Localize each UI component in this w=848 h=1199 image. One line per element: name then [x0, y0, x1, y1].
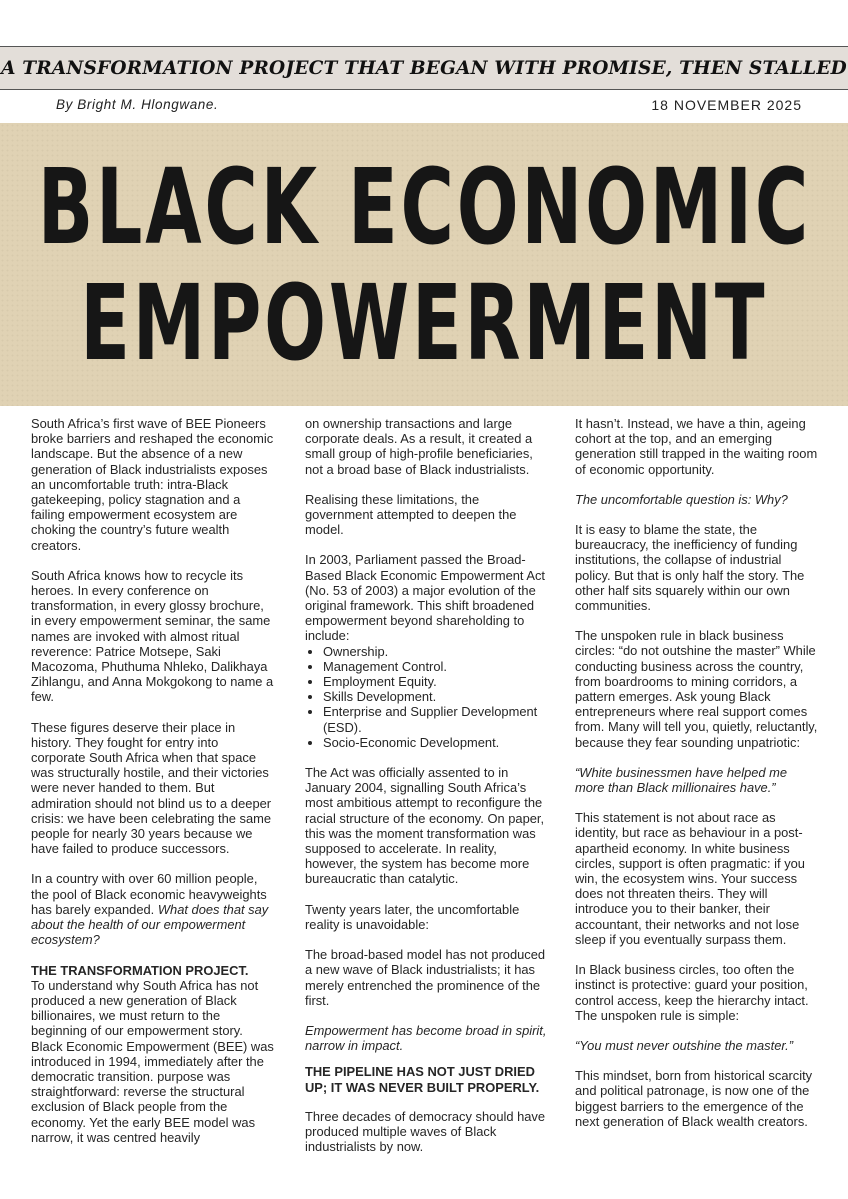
section-heading: THE TRANSFORMATION PROJECT.	[31, 962, 249, 978]
pull-quote: Empowerment has become broad in spirit, narrow in impact.	[305, 1022, 547, 1054]
kicker-band	[0, 46, 848, 90]
paragraph: on ownership transactions and large corporate deals. As a result, it created a small group of high-profile beneficiaries, not a broad base of Black industrialists.	[305, 416, 533, 477]
paragraph-italic-question: What does that say about the health of our empowerment ecosystem?	[31, 901, 269, 948]
paragraph: South Africa’s first wave of BEE Pioneers broke barriers and reshaped the economic landscape. But the absence of a new generation of Black industrialists exposes an uncomfortable truth: intra-Black gatekeeping, policy stagnation and a failing empowerment ecosystem are choking the country’s future wealth creators.	[31, 416, 274, 553]
publication-date: 18 NOVEMBER 2025	[651, 97, 802, 113]
list-item: • Management Control.	[323, 659, 549, 674]
list-item: • Socio-Economic Development.	[323, 735, 549, 750]
pillars-list	[305, 644, 549, 750]
list-item: • Skills Development.	[323, 689, 549, 704]
paragraph: This statement is not about race as identity, but race as behaviour in a post-apartheid economy. In white business circles, support is often pragmatic: if you win, the ecosystem wins. Your success does not threaten theirs. They will introduce you to their banker, their accountant, their networks and not lose sleep if you eventually surpass them.	[575, 810, 805, 947]
quote: “You must never outshine the master.”	[575, 1037, 794, 1053]
kicker-headline: A TRANSFORMATION PROJECT THAT BEGAN WITH PROMISE, THEN STALLED	[1, 57, 847, 79]
paragraph: To understand why South Africa has not produced a new generation of Black billionaires, we must return to the beginning of our empowerment story. Black Economic Empowerment (BEE) was introduced in 1994, immediately after the democratic transition. purpose was straightforward: reverse the structural exclusion of Black people from the economy. Yet the early BEE model was narrow, it was centred heavily	[31, 977, 274, 1145]
paragraph: The Act was officially assented to in January 2004, signalling South Africa’s most ambitious attempt to reconfigure the racial structure of the economy. On paper, this was the moment transformation was supposed to accelerate. In reality, however, the system has become more bureaucratic than catalytic.	[305, 765, 545, 887]
section-heading: THE PIPELINE HAS NOT JUST DRIED UP; IT WAS NEVER BUILT PROPERLY.	[305, 1064, 540, 1095]
paragraph: South Africa knows how to recycle its heroes. In every conference on transformation, in every glossy brochure, in every empowerment seminar, the same names are invoked with almost ritual reverence: Patrice Motsepe, Saki Macozoma, Phuthuma Nhleko, Dalikhaya Zihlangu, and Anna Mokgokong to name a few.	[31, 567, 274, 705]
byline: By Bright M. Hlongwane.	[56, 97, 219, 112]
paragraph: The broad-based model has not produced a new wave of Black industrialists; it has merely entrenched the prominence of the first.	[305, 947, 546, 1008]
italic-question: The uncomfortable question is: Why?	[575, 491, 788, 507]
paragraph-text: In a country with over 60 million people, the pool of Black economic heavyweights has barely expanded.	[31, 871, 267, 917]
list-item: • Enterprise and Supplier Development (ESD).	[323, 704, 549, 734]
paragraph: In Black business circles, too often the instinct is protective: guard your position, control access, keep the hierarchy intact. The unspoken rule is simple:	[575, 962, 809, 1023]
paragraph	[31, 871, 275, 947]
quote: “White businessmen have helped me more than Black millionaires have.”	[575, 764, 788, 796]
masthead-title-line-1: BLACK ECONOMIC	[37, 145, 811, 268]
paragraph: These figures deserve their place in history. They fought for entry into corporate South Africa when that space was structurally hostile, and their victories were never handed to them. But admiration should not blind us to a deeper crisis: we have been celebrating the same people for nearly 30 years because we have failed to produce successors.	[31, 719, 272, 857]
masthead-title-line-2: EMPOWERMENT	[80, 261, 768, 384]
masthead	[0, 123, 848, 406]
paragraph: Twenty years later, the uncomfortable reality is unavoidable:	[305, 901, 520, 932]
article-column-1	[31, 416, 275, 1160]
paragraph: It hasn’t. Instead, we have a thin, ageing cohort at the top, and an emerging generation still trapped in the waiting room of economic opportunity.	[575, 416, 818, 477]
paragraph: The unspoken rule in black business circles: “do not outshine the master” While conducting business across the country, from boardrooms to mining corridors, a pattern emerges. Ask young Black entrepreneurs where real support comes from. Many will tell you, quietly, reluctantly, because they fear sounding unpatriotic:	[575, 628, 818, 750]
paragraph: Realising these limitations, the government attempted to deepen the model.	[305, 491, 517, 538]
paragraph: Three decades of democracy should have produced multiple waves of Black industrialists by now.	[305, 1108, 546, 1155]
paragraph: In 2003, Parliament passed the Broad-Based Black Economic Empowerment Act (No. 53 of 2003) a major evolution of the original framework. This shift broadened empowerment beyond shareholding to include:	[305, 552, 546, 644]
paragraph: This mindset, born from historical scarcity and political patronage, is now one of the biggest barriers to the emergence of the next generation of Black wealth creators.	[575, 1068, 813, 1129]
paragraph: It is easy to blame the state, the bureaucracy, the inefficiency of funding institutions, the collapse of industrial policy. But that is only half the story. The other half sits squarely within our own communities.	[575, 522, 805, 614]
article-column-3	[575, 416, 819, 1144]
list-item: • Employment Equity.	[323, 674, 549, 689]
article-column-2	[305, 416, 549, 1169]
list-item: • Ownership.	[323, 644, 549, 659]
